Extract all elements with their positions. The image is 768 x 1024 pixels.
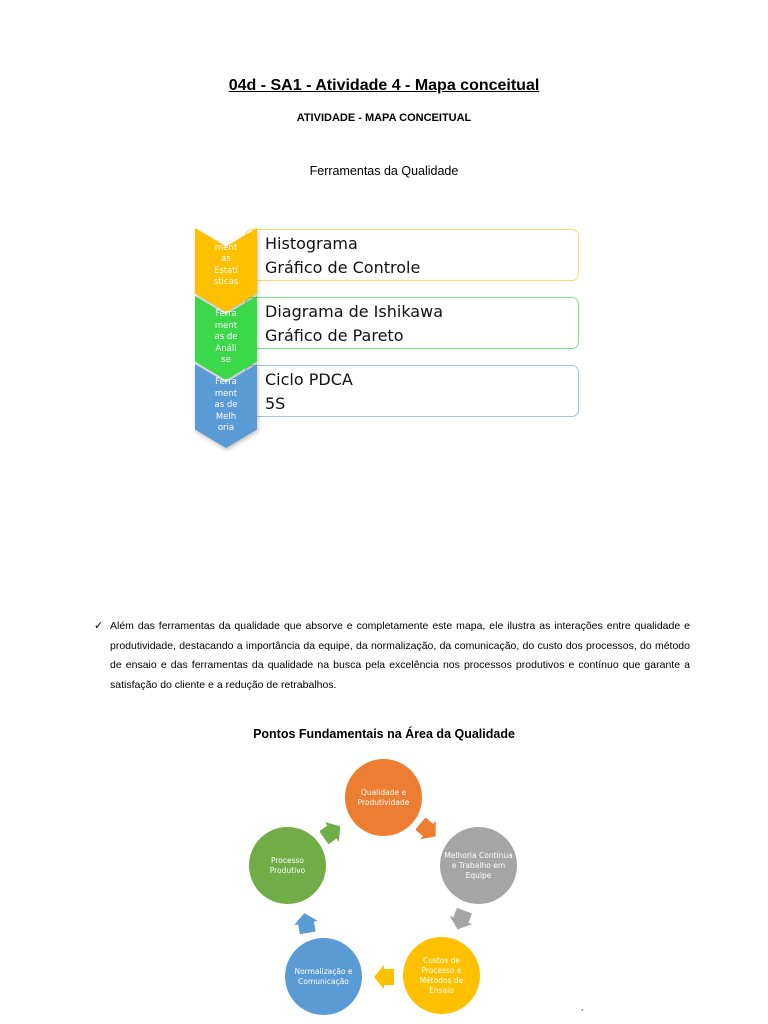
tool-item: Histograma (265, 234, 358, 253)
tool-item: Diagrama de Ishikawa (265, 302, 443, 321)
cycle-arrow-gray (449, 908, 473, 932)
tool-box-improvement (245, 365, 579, 417)
page-mark: , (581, 1003, 584, 1012)
cycle-node-quality: Qualidade e Produtividade (345, 759, 422, 836)
chevron-label-statistical: Ferra ment as Estatí sticas (213, 231, 239, 287)
checkmark-bullet-icon: ✓ (94, 620, 104, 632)
cycle-arrow-blue (294, 911, 318, 935)
tool-box-analysis (245, 297, 579, 349)
cycle-title: Pontos Fundamentais na Área da Qualidade (253, 727, 515, 741)
tool-item: 5S (265, 394, 286, 413)
cycle-arrow-yellow (372, 965, 396, 989)
cycle-arrow-green (320, 820, 344, 844)
cycle-node-costs: Custos de Processo e Métodos de Ensaio (403, 937, 480, 1014)
cycle-arrow-orange (416, 818, 440, 842)
section-heading: Ferramentas da Qualidade (309, 164, 459, 178)
tool-item: Gráfico de Controle (265, 258, 421, 277)
tool-box-statistical (245, 229, 579, 281)
body-paragraph: Além das ferramentas da qualidade que absorve e completamente este mapa, ele ilustra as interações entre qualidade e produtividade, destacando a importância da equipe, da normalização, da comunicação, do custo dos processos, do método de ensaio e das ferramentas da qualidade na busca pela excelência nos processos produtivos e contínuo que garante a satisfação do cliente e a redução de retrabalhos. (110, 620, 690, 691)
cycle-node-normalization: Normalização e Comunicação (285, 938, 362, 1015)
document-subtitle: ATIVIDADE - MAPA CONCEITUAL (296, 112, 472, 124)
tool-item: Ciclo PDCA (265, 370, 353, 389)
chevron-label-analysis: Ferra ment as de Análi se (214, 309, 238, 365)
document-title: 04d - SA1 - Atividade 4 - Mapa conceitual (228, 77, 540, 94)
cycle-node-improvement: Melhoria Contínua e Trabalho em Equipe (440, 827, 517, 904)
cycle-node-process: Processo Produtivo (249, 827, 326, 904)
chevron-label-improvement: Ferra ment as de Melh oria (214, 377, 238, 433)
tool-item: Gráfico de Pareto (265, 326, 404, 345)
